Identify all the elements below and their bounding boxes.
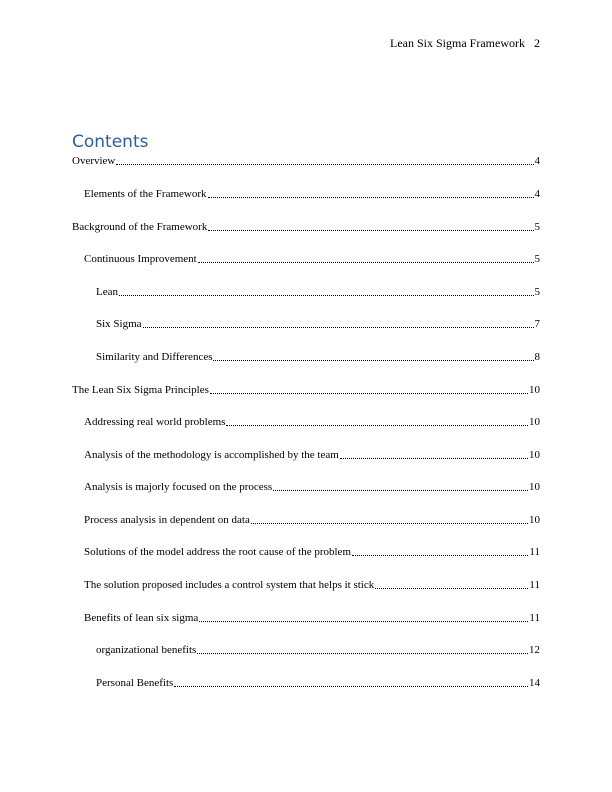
dot-leader (143, 326, 534, 328)
dot-leader (208, 229, 533, 231)
toc-entry-elements-of-the-framework[interactable] (84, 188, 540, 201)
toc-entry-continuous-improvement[interactable] (84, 253, 540, 266)
toc-entry-page: 4 (534, 155, 540, 167)
toc-entry-six-sigma[interactable] (96, 318, 540, 331)
toc-entry-page: 12 (529, 644, 540, 656)
toc-entry-label: Benefits of lean six sigma (84, 612, 199, 624)
toc-entry-real-world-problems[interactable] (84, 416, 540, 429)
toc-entry-page: 10 (529, 384, 540, 396)
toc-entry-overview[interactable] (72, 155, 540, 168)
toc-entry-control-system[interactable] (84, 579, 540, 592)
toc-entry-page: 7 (534, 318, 540, 330)
dot-leader (208, 196, 534, 198)
toc-entry-benefits[interactable] (84, 612, 540, 625)
toc-entry-page: 10 (529, 416, 540, 428)
toc-entry-root-cause[interactable] (84, 546, 540, 559)
toc-entry-principles[interactable] (72, 384, 540, 397)
toc-entry-label: Background of the Framework (72, 221, 208, 233)
toc-entry-page: 5 (534, 286, 540, 298)
toc-entry-page: 10 (529, 481, 540, 493)
dot-leader (352, 554, 528, 556)
toc-entry-page: 10 (529, 514, 540, 526)
toc-entry-background[interactable] (72, 221, 540, 234)
toc-entry-label: The solution proposed includes a control system that helps it stick (84, 579, 375, 591)
toc-entry-label: organizational benefits (96, 644, 197, 656)
toc-entry-label: Lean (96, 286, 118, 298)
dot-leader (375, 587, 528, 589)
toc-entry-label: Analysis is majorly focused on the process (84, 481, 273, 493)
toc-entry-label: Similarity and Differences (96, 351, 213, 363)
dot-leader (119, 294, 534, 296)
toc-entry-personal-benefits[interactable] (96, 677, 540, 690)
toc-entry-page: 8 (534, 351, 540, 363)
dot-leader (273, 489, 528, 491)
toc-entry-label: The Lean Six Sigma Principles (72, 384, 209, 396)
dot-leader (174, 685, 528, 687)
running-title: Lean Six Sigma Framework (390, 36, 525, 50)
dot-leader (116, 163, 533, 165)
toc-entry-analysis-by-team[interactable] (84, 449, 540, 462)
dot-leader (198, 261, 534, 263)
dot-leader (340, 457, 528, 459)
dot-leader (226, 424, 528, 426)
toc-entry-page: 4 (534, 188, 540, 200)
dot-leader (251, 522, 528, 524)
toc-entry-label: Six Sigma (96, 318, 142, 330)
toc-entry-page: 5 (534, 253, 540, 265)
toc-entry-label: Overview (72, 155, 116, 167)
toc-entry-page: 11 (529, 612, 540, 624)
toc-entry-label: Elements of the Framework (84, 188, 207, 200)
toc-entry-page: 11 (529, 579, 540, 591)
toc-entry-label: Process analysis in dependent on data (84, 514, 250, 526)
dot-leader (199, 620, 528, 622)
running-header (390, 36, 540, 50)
toc-entry-page: 11 (529, 546, 540, 558)
toc-entry-label: Continuous Improvement (84, 253, 197, 265)
toc-entry-label: Addressing real world problems (84, 416, 226, 428)
toc-entry-page: 14 (529, 677, 540, 689)
toc-entry-organizational-benefits[interactable] (96, 644, 540, 657)
toc-entry-page: 5 (534, 221, 540, 233)
toc-entry-page: 10 (529, 449, 540, 461)
page-number: 2 (534, 36, 540, 50)
toc-entry-label: Analysis of the methodology is accomplished by the team (84, 449, 339, 461)
dot-leader (210, 392, 528, 394)
dot-leader (213, 359, 533, 361)
toc-entry-analysis-on-process[interactable] (84, 481, 540, 494)
toc-entry-label: Solutions of the model address the root cause of the problem (84, 546, 351, 558)
toc-entry-label: Personal Benefits (96, 677, 174, 689)
dot-leader (197, 652, 528, 654)
toc-entry-lean[interactable] (96, 286, 540, 299)
toc-title: Contents (72, 132, 149, 152)
toc-entry-similarity-and-differences[interactable] (96, 351, 540, 364)
toc-entry-process-analysis-data[interactable] (84, 514, 540, 527)
